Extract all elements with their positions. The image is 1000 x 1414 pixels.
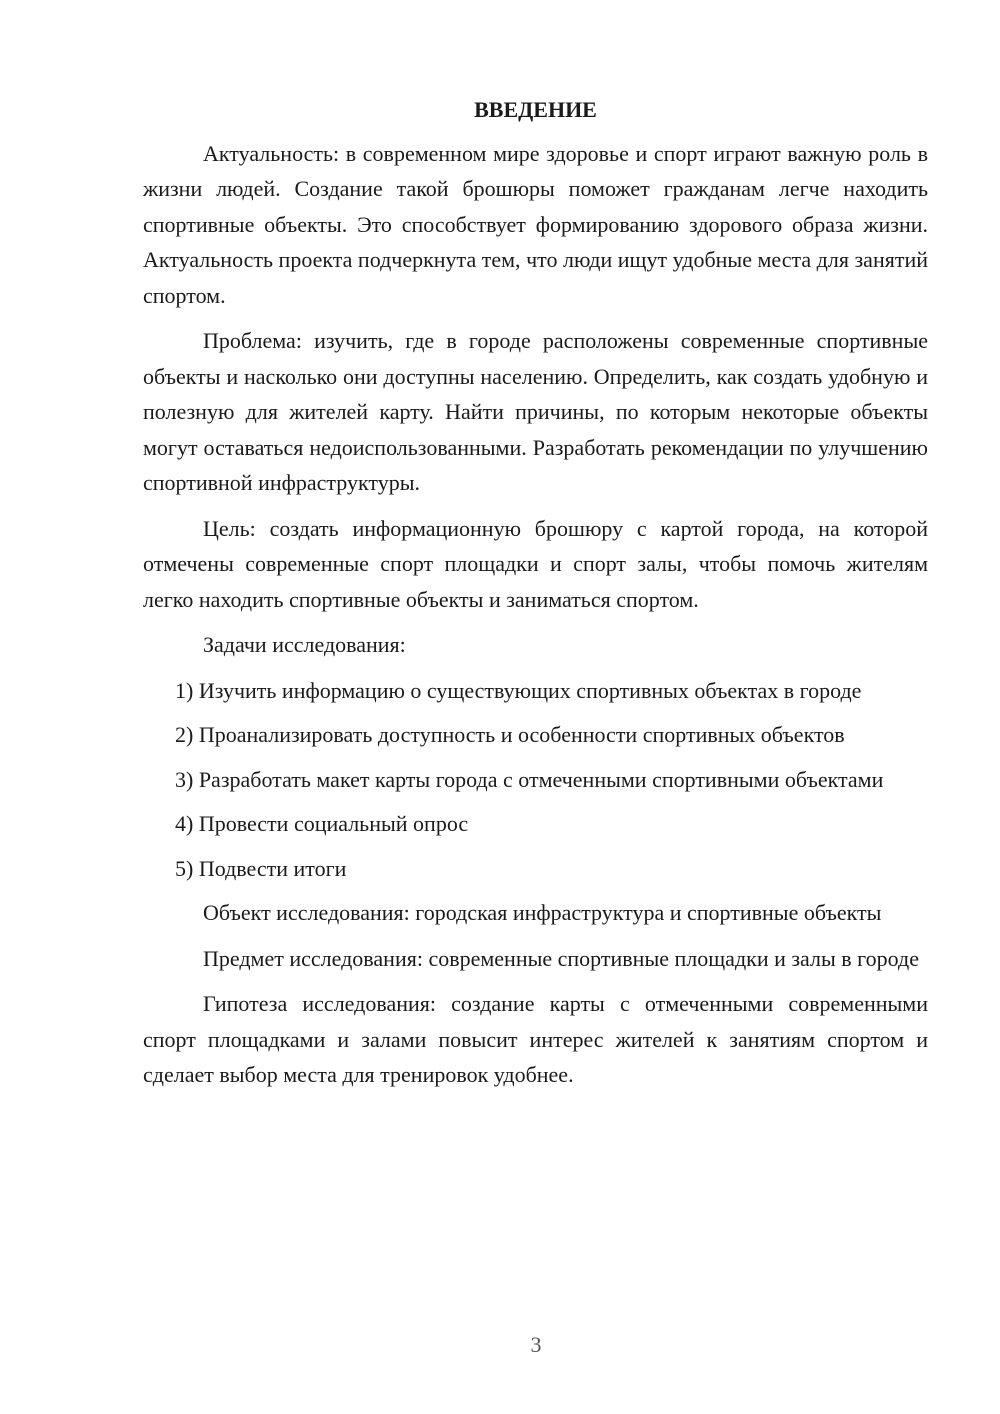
task-item: 4) Провести социальный опрос	[175, 811, 469, 836]
page-body	[143, 92, 928, 1103]
goal-paragraph: Цель: создать информационную брошюру с картой города, на которой отмечены современные спорт площадки и спорт залы, чтобы помочь жителям легко находить спортивные объекты и заниматься спортом.	[143, 515, 928, 612]
object-paragraph: Объект исследования: городская инфраструктура и спортивные объекты	[203, 900, 882, 925]
page-number: 3	[530, 1332, 542, 1357]
tasks-heading: Задачи исследования:	[203, 632, 406, 657]
task-item: 2) Проанализировать доступность и особенности спортивных объектов	[175, 722, 845, 747]
subject-paragraph: Предмет исследования: современные спортивные площадки и залы в городе	[203, 945, 919, 971]
hypothesis-paragraph: Гипотеза исследования: создание карты с отмеченными современными спорт площадками и залами повысит интерес жителей к занятиям спортом и сделает выбор места для тренировок удобнее.	[143, 991, 928, 1087]
task-item: 3) Разработать макет карты города с отмеченными спортивными объектами	[175, 766, 884, 792]
task-item: 1) Изучить информацию о существующих спортивных объектах в городе	[175, 677, 862, 703]
relevance-paragraph: Актуальность: в современном мире здоровье и спорт играют важную роль в жизни людей. Создание такой брошюры поможет гражданам легче находить спортивные объекты. Это способствует формированию здорового образа жизни. Актуальность проекта подчеркнута тем, что люди ищут удобные места для занятий спортом.	[143, 140, 928, 308]
problem-paragraph: Проблема: изучить, где в городе расположены современные спортивные объекты и насколько они доступны населению. Определить, как создать удобную и полезную для жителей карту. Найти причины, по которым некоторые объекты могут оставаться недоиспользованными. Разработать рекомендации по улучшению спортивной инфраструктуры.	[143, 328, 928, 495]
page-title: ВВЕДЕНИЕ	[474, 97, 597, 122]
task-item: 5) Подвести итоги	[175, 855, 347, 881]
